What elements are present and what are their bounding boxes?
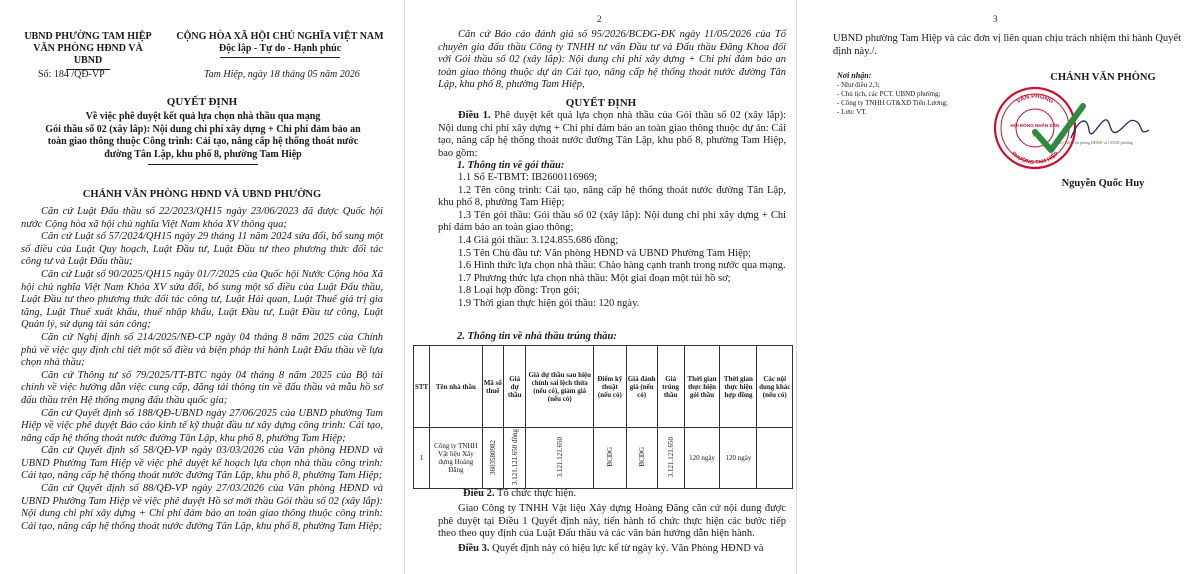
table-cell	[503, 428, 525, 489]
legal-basis-final: Căn cứ Báo cáo đánh giá số 95/2026/BCĐG-ĐK ngày 11/05/2026 của Tổ chuyên gia đấu thầu Công ty TNHH tư vấn Đầu tư và Đấu thầu Đăng Khoa đối với Gói thầu số 02 (xây lắp): Nội dung chi phí xây dựng + Chi phí đảm bảo an toàn giao thông thuộc dự án Cải tạo, nâng cấp hệ thống thoát nước đường Tân Lập, khu phố 8, phường Tam Hiệp,	[438, 29, 786, 91]
legal-basis: Căn cứ Nghị định số 214/2025/NĐ-CP ngày 04 tháng 8 năm 2025 của Chính phủ về việc quy định chi tiết một số điều và biện pháp thi hành Luật Đấu thầu về lựa chọn nhà thầu;	[21, 331, 383, 369]
page-2	[404, 0, 796, 574]
legal-bases	[21, 206, 383, 533]
recipients-heading: Nơi nhận:	[837, 71, 872, 80]
legal-basis: Căn cứ Luật Đấu thầu số 22/2023/QH15 ngày 23/06/2023 đã được Quốc hội nước Cộng hòa xã hội chủ nghĩa Việt Nam khóa XV thông qua;	[21, 206, 383, 230]
subject-line-4: đường Tân Lập, khu phố 8, phường Tam Hiệp	[104, 148, 302, 160]
recipients-block	[837, 71, 977, 117]
recipient-item: - Như điều 2,3;	[837, 81, 880, 89]
subject-line-3: toàn giao thông thuộc Công trình: Cải tạo, nâng cấp hệ thống thoát nước	[47, 136, 359, 147]
issuer-line-1: UBND PHƯỜNG TAM HIỆP	[24, 31, 152, 42]
subject-line-2: Gói thầu số 02 (xây lắp): Nội dung chi phí xây dựng + Chi phí đảm bảo an	[45, 123, 361, 135]
nation-line-1: CỘNG HÒA XÃ HỘI CHỦ NGHĨA VIỆT NAM	[176, 31, 384, 42]
page-number: 2	[597, 14, 602, 24]
legal-basis: Căn cứ Thông tư số 79/2025/TT-BTC ngày 04 tháng 8 năm 2025 của Bộ tài chính về việc hướng dẫn việc cung cấp, đăng tải thông tin về đấu thầu và mẫu hồ sơ đấu thầu trên Hệ thống mạng đấu thầu quốc gia;	[21, 369, 383, 406]
article-3-label: Điều 3.	[458, 543, 490, 554]
seal-star-icon: ★	[1031, 130, 1039, 139]
place-date: Tam Hiệp, ngày 18 tháng 05 năm 2026	[204, 69, 360, 80]
table-cell	[757, 428, 793, 489]
legal-basis: Căn cứ Luật số 90/2025/QH15 ngày 01/7/2025 của Quốc hội Nước Cộng hòa Xã hội chủ nghĩa Việt Nam Khóa XV sửa đổi, bổ sung một số điều của Luật Đấu thầu, Luật Đầu tư theo phương thức đối tác công tư, Luật Hải quan, Luật Thuế giá trị gia tăng, Luật Thuế xuất khẩu, thuế nhập khẩu, Luật Đầu tư, Luật Đầu tư công, Luật Quản lý, sử dụng tài sản công;	[21, 268, 383, 331]
table-header-cell: Các nội dung khác (nếu có)	[757, 346, 793, 428]
table-header-cell: Giá đánh giá (nếu có)	[626, 346, 657, 428]
adjusted-price: 3.121.121.650	[555, 436, 564, 478]
signer-title: CHÁNH VĂN PHÒNG	[1050, 72, 1156, 83]
page-3	[796, 0, 1200, 574]
doc-number: Số: 184 /QĐ-VP	[38, 69, 105, 80]
legal-basis: Căn cứ Quyết định số 188/QĐ-UBND ngày 27/06/2025 của UBND phường Tam Hiệp về việc phê duyệt Báo cáo kinh tế kỹ thuật đầu tư xây dựng công trình: Cải tạo, nâng cấp hệ thống thoát nước đường Tân Lập, khu phố 8, phường Tam Hiệp;	[21, 407, 383, 444]
issuer-line-2: VĂN PHÒNG HĐND VÀ UBND	[33, 43, 143, 66]
package-info-item: 1.6 Hình thức lựa chọn nhà thầu: Chào hàng cạnh tranh trong nước qua mạng.	[458, 260, 786, 272]
article-1-text: Phê duyệt kết quả lựa chọn nhà thầu của Gói thầu số 02 (xây lắp): Nội dung chi phí xây dựng + Chi phí đảm bảo an toàn giao thông thuộc dự án: Cải tạo, nâng cấp hệ thống thoát nước đường Tân Lập, khu phố 8, phường Tam Hiệp, bao gồm:	[438, 110, 786, 159]
technical-score: BCĐG	[605, 447, 614, 467]
nation-underline	[220, 57, 340, 58]
article-1	[438, 110, 786, 160]
article-3-text: Quyết định này có hiệu lực kể từ ngày ký. Văn Phòng HĐND và	[492, 543, 764, 554]
issuer-block	[18, 31, 158, 70]
article-3	[458, 543, 788, 556]
package-info-item: 1.4 Giá gói thầu: 3.124.855.686 đồng;	[458, 234, 619, 246]
winning-price: 3.121.121.650	[666, 436, 675, 478]
table-cell: 120 ngày	[720, 428, 757, 489]
decision-title: QUYẾT ĐỊNH	[166, 96, 238, 108]
decision-heading: QUYẾT ĐỊNH	[565, 97, 637, 109]
subject-block	[30, 111, 376, 165]
table-header-cell: Thời gian thực hiện hợp đồng	[720, 346, 757, 428]
continuation-text: UBND phường Tam Hiệp và các đơn vị liên quan chịu trách nhiệm thi hành Quyết định này./.	[833, 33, 1181, 57]
article-2-label: Điều 2.	[463, 488, 495, 499]
table-header-cell: Giá dự thầu	[503, 346, 525, 428]
table-header-cell: STT	[414, 346, 430, 428]
legal-basis: Căn cứ Luật số 57/2024/QH15 ngày 29 tháng 11 năm 2024 sửa đổi, bổ sung một số điều của Luật Quy hoạch, Luật Đầu tư, Luật Đầu tư theo phương thức đối tác công tư và Luật Đấu thầu;	[21, 231, 383, 268]
table-cell	[482, 428, 503, 489]
nation-block	[160, 31, 400, 58]
package-info-item: 1.2 Tên công trình: Cải tạo, nâng cấp hệ thống thoát nước đường Tân Lập, khu phố 8, phường Tam Hiệp;	[438, 184, 786, 209]
recipient-item: - Lưu: VT.	[837, 108, 867, 116]
table-cell	[526, 428, 594, 489]
signer-name: Nguyễn Quốc Huy	[1061, 178, 1145, 189]
package-info-item: 1.9 Thời gian thực hiện gói thầu: 120 ngày.	[458, 297, 640, 309]
nation-line-2: Độc lập - Tự do - Hạnh phúc	[218, 43, 342, 54]
package-info-item: 1.1 Số E-TBMT: IB2600116969;	[458, 172, 598, 183]
package-info-item: 1.5 Tên Chủ đầu tư: Văn phòng HĐND và UBND Phường Tam Hiệp;	[458, 247, 751, 259]
table-header-cell: Thời gian thực hiện gói thầu	[684, 346, 720, 428]
package-info-list	[438, 172, 786, 311]
table-header-cell: Tên nhà thầu	[430, 346, 482, 428]
subject-line-1: Về việc phê duyệt kết quả lựa chọn nhà thầu qua mạng	[85, 111, 321, 122]
subject-underline	[148, 164, 258, 165]
page-number: 3	[993, 14, 998, 24]
table-row	[414, 428, 793, 489]
table-cell: Công ty TNHH Vật liệu Xây dựng Hoàng Đăng	[430, 428, 482, 489]
legal-basis: Căn cứ Quyết định số 58/QĐ-VP ngày 03/03/2026 của Văn phòng HĐND và UBND Phường Tam Hiệp về việc phê duyệt kế hoạch lựa chọn nhà thầu công trình: Cải tạo, nâng cấp hệ thống thoát nước đường Tân Lập, khu phố 8, phường Tam Hiệp;	[21, 445, 383, 482]
table-cell: 1	[414, 428, 430, 489]
seal-text-top: VĂN PHÒNG	[1015, 93, 1055, 106]
table-header-cell: Điểm kỹ thuật (nếu có)	[594, 346, 627, 428]
article-2-body: Giao Công ty TNHH Vật liệu Xây dựng Hoàng Đăng căn cứ nội dung được phê duyệt tại Điều 1 Quyết định này, tiến hành tổ chức thực hiện các bước tiếp theo theo quy định của Luật Đấu thầu và các văn bản hướng dẫn hiện hành.	[438, 503, 786, 540]
section-2-heading: 2. Thông tin về nhà thầu trúng thầu:	[457, 331, 617, 342]
package-info-item: 1.7 Phương thức lựa chọn nhà thầu: Một giai đoạn một túi hồ sơ;	[458, 272, 731, 284]
page-1	[0, 0, 404, 574]
table-header-cell: Giá trúng thầu	[657, 346, 684, 428]
table-header-cell: Mã số thuế	[482, 346, 503, 428]
table-cell	[657, 428, 684, 489]
table-cell	[594, 428, 627, 489]
seal-text-bottom: PHƯỜNG TAM HIỆP	[1010, 150, 1060, 167]
table-header-cell: Giá dự thầu sau hiệu chỉnh sai lệch thừa (nếu có), giảm giá (nếu có)	[526, 346, 594, 428]
legal-basis: Căn cứ Quyết định số 88/QĐ-VP ngày 27/03/2026 của Văn phòng HĐND và UBND Phường Tam Hiệp về việc phê duyệt Hồ sơ mời thầu Gói thầu số 02 (xây lắp): Nội dung chi phí xây dựng + Chi phí đảm bảo an toàn giao thông thuộc công trình: Cải tạo, nâng cấp hệ thống thoát nước đường Tân Lập, khu phố 8, phường Tam Hiệp;	[21, 483, 383, 532]
recipient-item: - Công ty TNHH GT&XD Tiến Lương;	[837, 99, 948, 107]
evaluated-price: BCĐG	[637, 447, 646, 467]
article-2	[463, 488, 783, 501]
winning-bidder-table	[413, 345, 793, 489]
table-cell	[626, 428, 657, 489]
bid-price: 3.121.121.650 đồng	[510, 429, 519, 485]
tax-code: 3603580982	[488, 439, 497, 475]
table-cell: 120 ngày	[684, 428, 720, 489]
recipient-item: - Chủ tịch, các PCT. UBND phường;	[837, 90, 941, 98]
authority-line: CHÁNH VĂN PHÒNG HĐND VÀ UBND PHƯỜNG	[82, 189, 322, 200]
section-1-heading: 1. Thông tin về gói thầu:	[457, 160, 565, 171]
package-info-item: 1.3 Tên gói thầu: Gói thầu số 02 (xây lắp): Nội dung chi phí xây dựng + Chi phí đảm bảo an toàn giao thông;	[438, 209, 786, 234]
seal-text-mid: HỘI ĐỒNG NHÂN DÂN	[1010, 123, 1060, 128]
article-1-label: Điều 1.	[458, 110, 491, 121]
article-2-text: Tổ chức thực hiện.	[496, 488, 576, 499]
package-info-item: 1.8 Loại hợp đồng: Trọn gói;	[458, 285, 580, 297]
table-header-row	[414, 346, 793, 428]
signature-caption: Ký bởi: Văn phòng HĐND và UBND phường	[1059, 140, 1133, 145]
